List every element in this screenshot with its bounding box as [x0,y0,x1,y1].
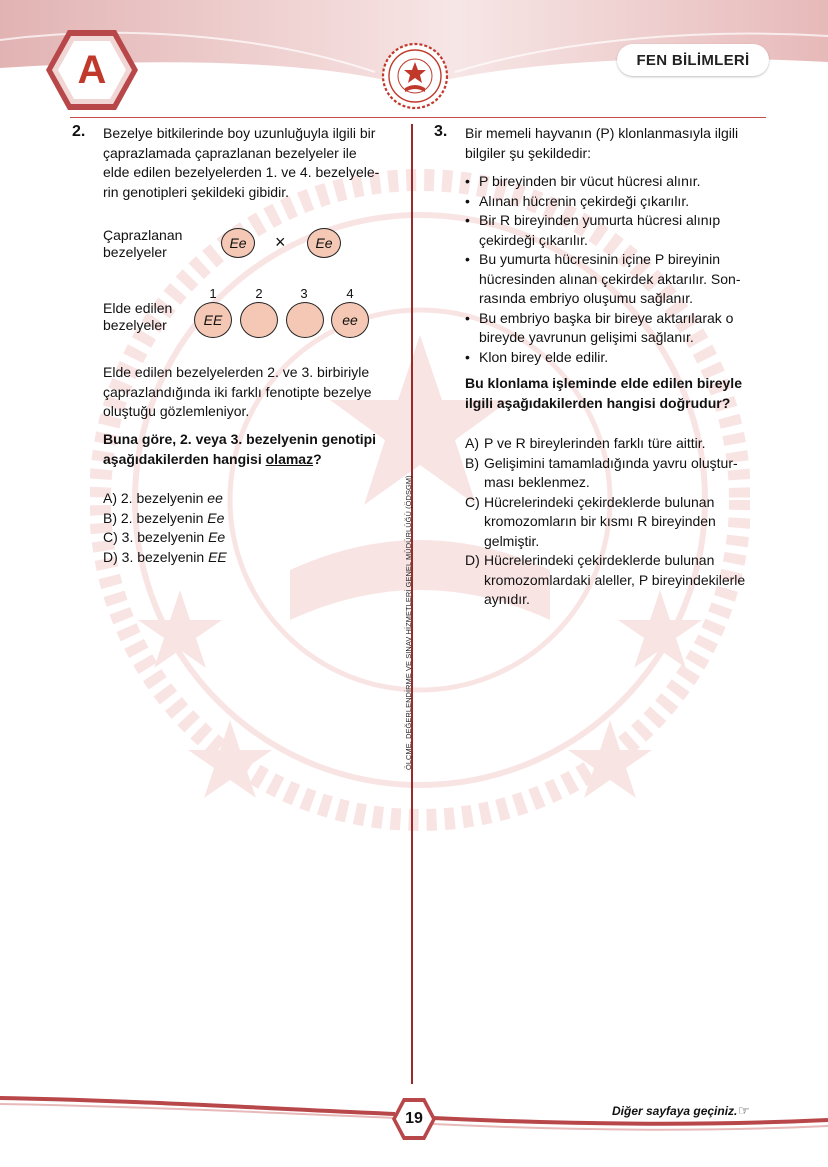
pointing-hand-icon: ☞ [738,1103,750,1118]
offspring-number-1: 1 [209,286,217,301]
parent-pea-1: Ee [221,228,255,258]
cross-symbol: × [275,232,286,252]
question-2-info: Elde edilen bezelyelerden 2. ve 3. birbiriyle çaprazlandığında iki farklı fenotipte bezelye oluştuğu gözlemleniyor. [103,364,372,419]
bullet-item: • P bireyinden bir vücut hücresi alınır. [465,172,765,192]
stem-line: Bezelye bitkilerinde boy uzunluğuyla ilgili bir [103,125,376,141]
subject-label: FEN BİLİMLERİ [617,44,769,76]
question-3-prompt: Bu klonlama işleminde elde edilen bireyle ilgili aşağıdakilerden hangisi doğrudur? [465,375,742,411]
option-b[interactable]: B) 2. bezelyenin Ee [103,509,225,526]
question-3-stem: Bir memeli hayvanın (P) klonlanmasıyla ilgili bilgiler şu şekildedir: [465,125,739,161]
question-3-options [465,434,765,610]
header-divider [70,117,766,118]
option-d[interactable]: D) Hücrelerindeki çekirdeklerde bulunan kromozomlardaki aleller, P bireyindekilerle aynıdır. [465,552,746,607]
bullet-item: • Bu yumurta hücresinin içine P bireyinin hücresinden alınan çekirdek aktarılır. Son-rasında embriyo oluşumu sağlanır. [465,250,765,309]
option-c[interactable]: C) 3. bezelyenin Ee [103,529,226,545]
stem-line: çaprazlamada çaprazlanan bezelyeler ile [103,144,357,161]
bullet-item: • Bir R bireyinden yumurta hücresi alınıp çekirdeği çıkarılır. [465,211,745,250]
question-2-stem [103,124,403,202]
option-c[interactable]: C) Hücrelerindeki çekirdeklerde bulunan kromozomların bir kısmı R bireyinden gelmiştir. [465,493,716,549]
option-a[interactable]: A) P ve R bireylerinden farklı türe aittir. [465,435,706,451]
page-number: 19 [405,1110,423,1127]
stem-line: rin genotipleri şekildeki gibidir. [103,183,289,200]
booklet-letter: A [77,47,107,92]
offspring-number-2: 2 [255,286,263,301]
offspring-pea-1: EE [194,302,232,338]
bullet-item: • Bu embriyo başka bir bireye aktarılarak o bireyde yavrunun gelişimi sağlanır. [465,309,757,348]
offspring-number-4: 4 [346,286,354,301]
question-3-number: 3. [434,123,448,140]
question-2-number: 2. [72,123,86,140]
option-d[interactable]: D) 3. bezelyenin EE [103,548,227,565]
bullet-item: • Klon birey elde edilir. [465,348,765,368]
offspring-pea-2 [240,302,278,338]
cross-label: Çaprazlanan bezelyeler [103,227,183,260]
option-a[interactable]: A) 2. bezelyenin ee [103,490,223,506]
ministry-seal-icon [381,42,449,110]
stem-line: elde edilen bezelyelerden 1. ve 4. bezelyele- [103,164,380,180]
question-2-options [103,489,403,567]
bullet-item: • Alınan hücrenin çekirdeği çıkarılır. [465,192,765,212]
parent-pea-2: Ee [307,228,341,258]
next-page-text: Diğer sayfaya geçiniz. [612,1104,738,1118]
offspring-pea-3 [286,302,324,338]
option-b[interactable]: B) Gelişimini tamamladığında yavru oluştur-ması beklenmez. [465,454,738,490]
vertical-organization-text: ÖLÇME, DEĞERLENDİRME VE SINAV HİZMETLERİ GENEL MÜDÜRLÜĞÜ (ÖDSGM) [404,475,413,770]
offspring-label: Elde edilen bezelyeler [103,300,173,333]
offspring-number-3: 3 [300,286,308,301]
question-2-prompt: Buna göre, 2. veya 3. bezelyenin genotipi aşağıdakilerden hangisi olamaz? [103,431,377,467]
offspring-pea-4: ee [331,302,369,338]
question-3-bullet-list [465,172,765,367]
